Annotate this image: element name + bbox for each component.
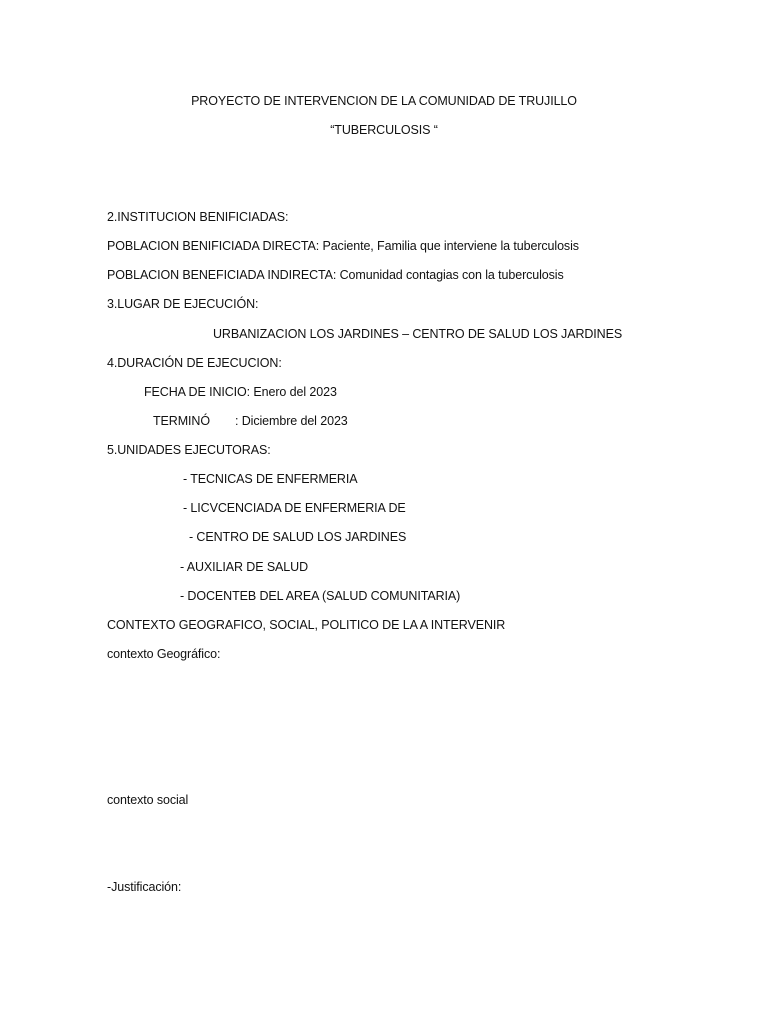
contexto-heading: CONTEXTO GEOGRAFICO, SOCIAL, POLITICO DE LA A INTERVENIR xyxy=(107,618,506,632)
duracion-heading: 4.DURACIÓN DE EJECUCION: xyxy=(107,356,282,370)
unidad-item: - CENTRO DE SALUD LOS JARDINES xyxy=(189,530,407,544)
lugar-heading: 3.LUGAR DE EJECUCIÓN: xyxy=(107,297,259,311)
justificacion-heading: -Justificación: xyxy=(107,880,182,894)
contexto-geografico: contexto Geográfico: xyxy=(107,647,221,661)
lugar-value: URBANIZACION LOS JARDINES – CENTRO DE SALUD LOS JARDINES xyxy=(213,327,623,341)
termino-value: : Diciembre del 2023 xyxy=(235,414,348,428)
document-title: PROYECTO DE INTERVENCION DE LA COMUNIDAD DE TRUJILLO xyxy=(191,94,577,108)
unidad-item: - DOCENTEB DEL AREA (SALUD COMUNITARIA) xyxy=(180,589,461,603)
fecha-inicio: FECHA DE INICIO: Enero del 2023 xyxy=(144,385,337,399)
termino-row xyxy=(153,413,348,429)
unidad-item: - LICVCENCIADA DE ENFERMERIA DE xyxy=(183,501,406,515)
termino-label: TERMINÓ xyxy=(153,414,210,428)
contexto-social: contexto social xyxy=(107,793,189,807)
unidad-item: - AUXILIAR DE SALUD xyxy=(180,560,309,574)
instituciones-heading: 2.INSTITUCION BENIFICIADAS: xyxy=(107,210,289,224)
unidades-heading: 5.UNIDADES EJECUTORAS: xyxy=(107,443,271,457)
poblacion-indirecta: POBLACION BENEFICIADA INDIRECTA: Comunidad contagias con la tuberculosis xyxy=(107,268,564,282)
unidad-item: - TECNICAS DE ENFERMERIA xyxy=(183,472,358,486)
poblacion-directa: POBLACION BENIFICIADA DIRECTA: Paciente, Familia que interviene la tuberculosis xyxy=(107,239,579,253)
document-subtitle: “TUBERCULOSIS “ xyxy=(330,123,438,137)
